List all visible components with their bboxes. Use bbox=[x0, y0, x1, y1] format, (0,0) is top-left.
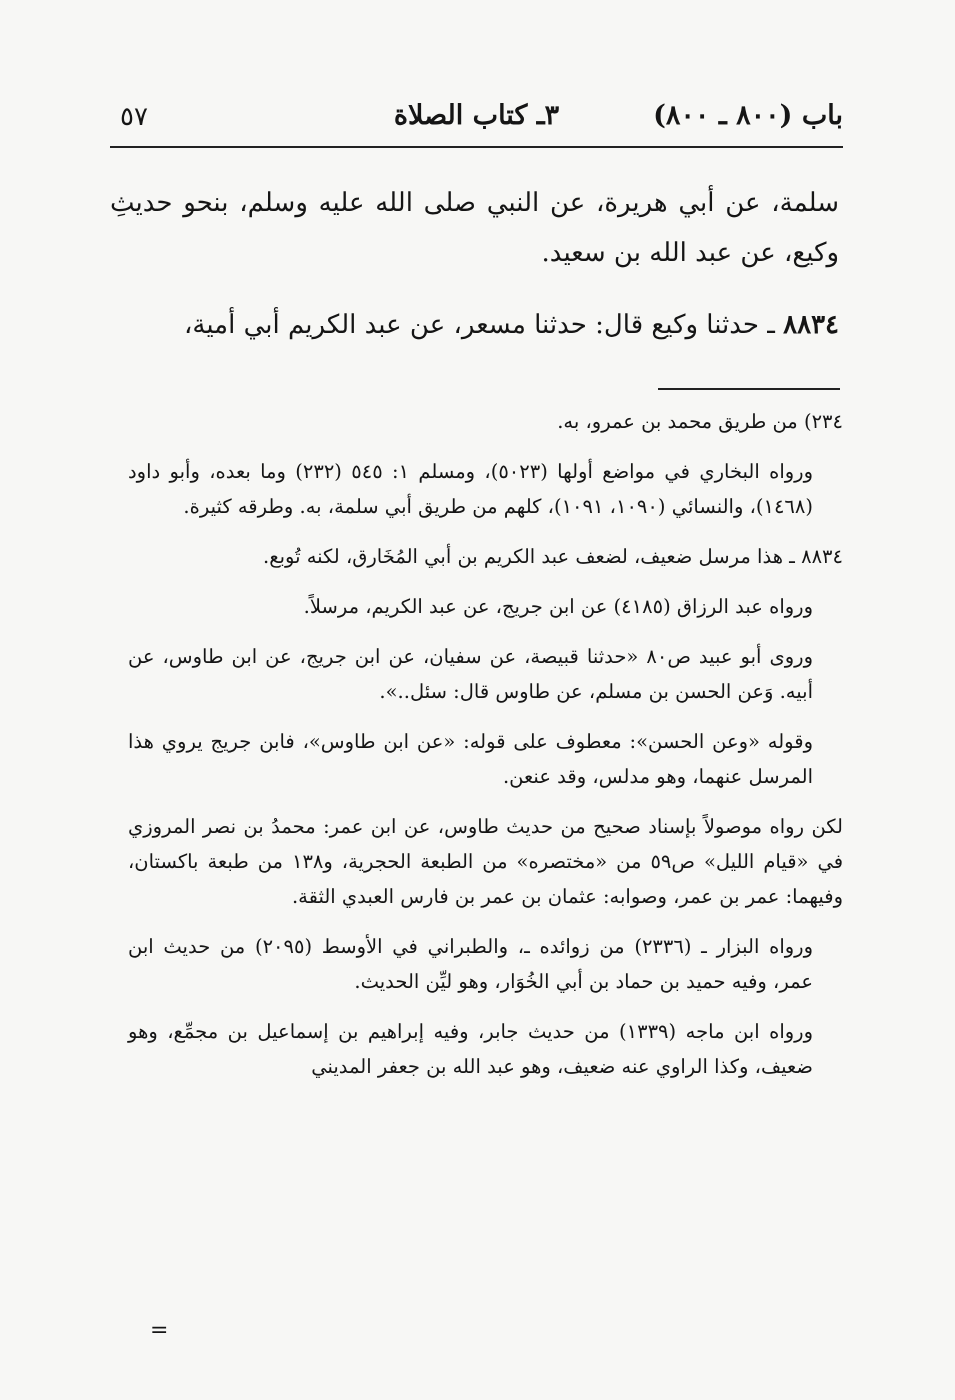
continuation-mark: = bbox=[150, 1318, 169, 1343]
footnote-paragraph: لكن رواه موصولاً بإسناد صحيح من حديث طاوس، عن ابن عمر: محمدُ بن نصر المروزي في «قيام الليل» ص٥٩ من «مختصره» من الطبعة الحجرية، و١٣٨ من طبعة باكستان، وفيهما: عمر بن عمر، وصوابه: عثمان بن عمر بن فارس العبدي الثقة. bbox=[128, 815, 844, 908]
hadith-paragraph bbox=[110, 300, 839, 350]
header-rule bbox=[110, 146, 843, 148]
chapter-heading: باب (٨٠٠ ـ ٨٠٠) bbox=[653, 100, 843, 131]
footnote-paragraph: ورواه البزار ـ (٢٣٣٦) من زوائده ـ، والطبراني في الأوسط (٢٠٩٥) من حديث ابن عمر، وفيه حميد بن حماد بن أبي الخُوَار، وهو ليِّن الحديث. bbox=[128, 935, 813, 993]
footnote-paragraph: ورواه البخاري في مواضع أولها (٥٠٢٣)، ومسلم ١: ٥٤٥ (٢٣٢) وما بعده، وأبو داود (١٤٦٨)، والنسائي (١٠٩٠، ١٠٩١)، كلهم من طريق أبي سلمة، به. وطرقه كثيرة. bbox=[128, 460, 813, 518]
hadith-number: ٨٨٣٤ bbox=[783, 310, 839, 340]
hadith-text: ـ حدثنا وكيع قال: حدثنا مسعر، عن عبد الكريم أبي أمية، bbox=[183, 310, 784, 340]
footnote-paragraph: ورواه عبد الرزاق (٤١٨٥) عن ابن جريج، عن عبد الكريم، مرسلاً. bbox=[303, 595, 813, 618]
book-title: ٣ـ كتاب الصلاة bbox=[393, 100, 560, 131]
footnote-paragraph: ٢٣٤) من طريق محمد بن عمرو، به. bbox=[557, 410, 843, 433]
page-header bbox=[110, 100, 843, 142]
footnote-paragraph: وقوله «وعن الحسن»: معطوف على قوله: «عن ابن طاوس»، فابن جريج يروي هذا المرسل عنهما، وهو مدلس، وقد عنعن. bbox=[128, 730, 813, 788]
footnote-paragraph: وروى أبو عبيد ص٨٠ «حدثنا قبيصة، عن سفيان، عن ابن جريج، عن ابن طاوس، عن أبيه. وَعن الحسن بن مسلم، عن طاوس قال: سئل..». bbox=[128, 645, 813, 703]
page-number: ٥٧ bbox=[120, 102, 148, 132]
footnote-paragraph: ٨٨٣٤ ـ هذا مرسل ضعيف، لضعف عبد الكريم بن أبي المُخَارق، لكنه تُوبع. bbox=[263, 545, 843, 568]
footnotes bbox=[128, 404, 843, 1099]
footnote-separator bbox=[658, 388, 840, 390]
main-text bbox=[110, 178, 839, 350]
footnote-paragraph: ورواه ابن ماجه (١٣٣٩) من حديث جابر، وفيه إبراهيم بن إسماعيل بن مجمِّع، وهو ضعيف، وكذا الراوي عنه ضعيف، وهو عبد الله بن جعفر المديني bbox=[128, 1020, 814, 1078]
main-paragraph: سلمة، عن أبي هريرة، عن النبي صلى الله عليه وسلم، بنحو حديثِ وكيع، عن عبد الله بن سعيد. bbox=[110, 188, 839, 268]
